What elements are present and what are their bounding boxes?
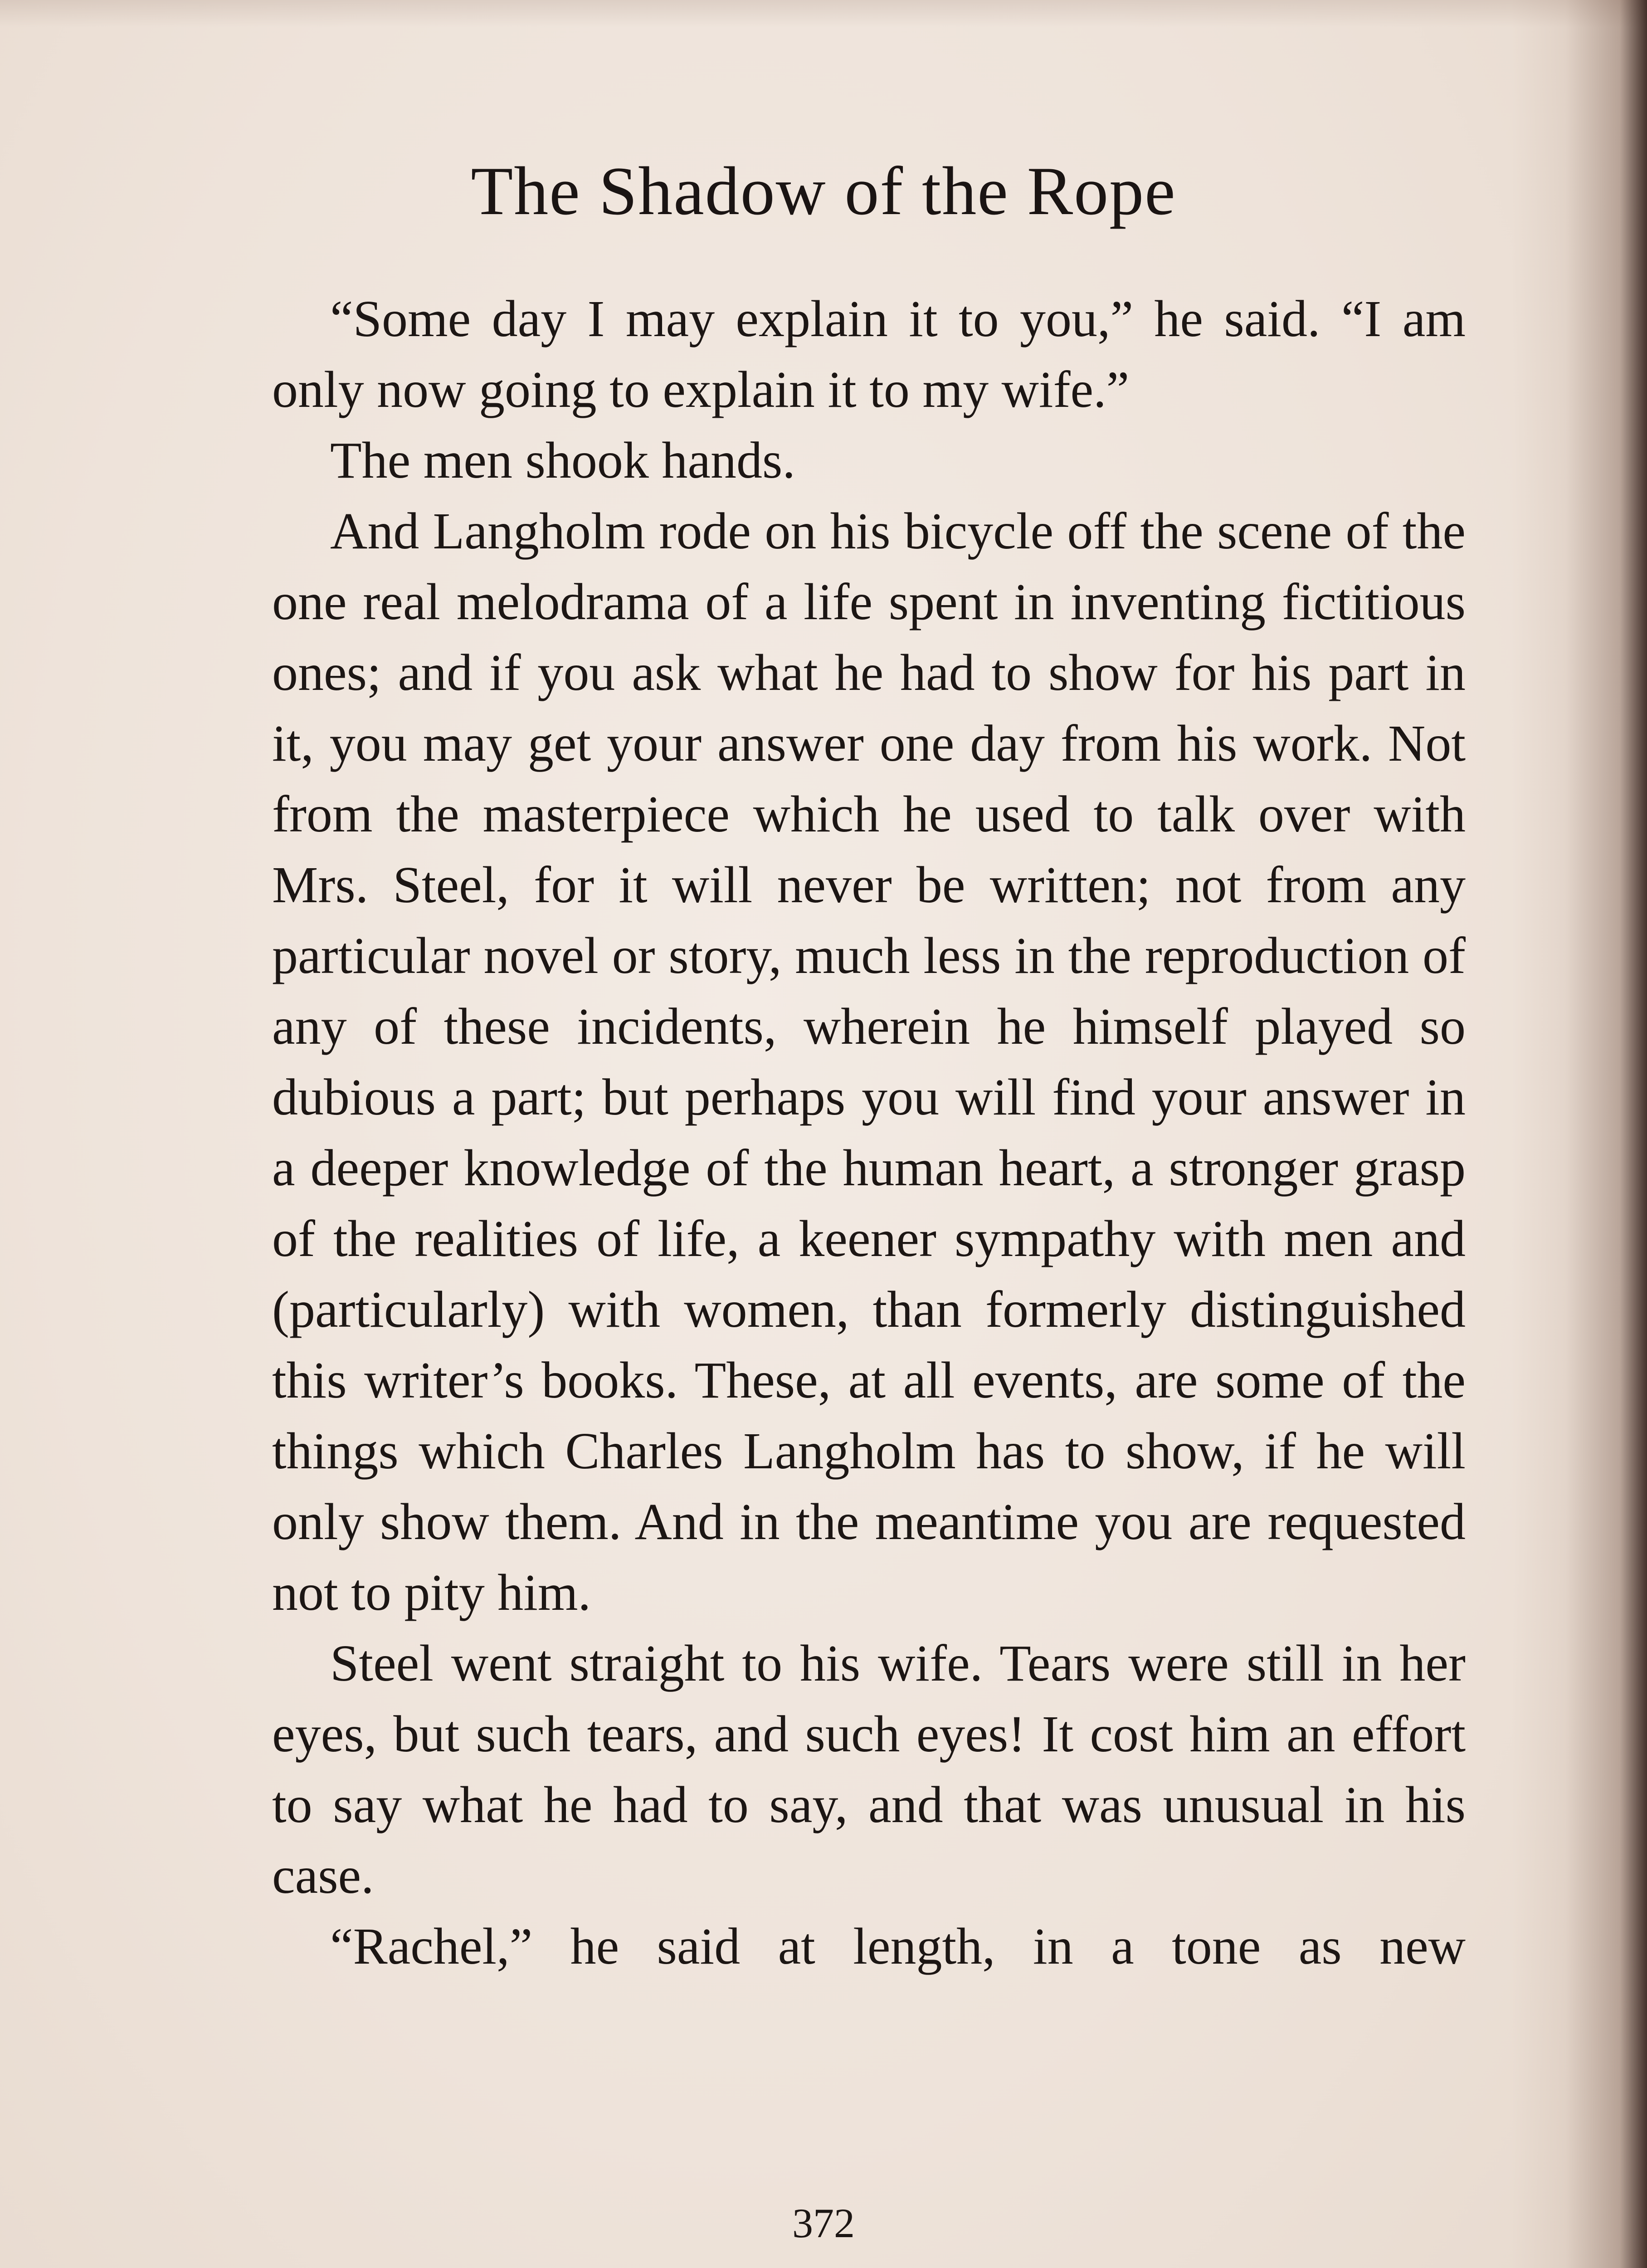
- paragraph: The men shook hands.: [330, 431, 795, 489]
- page-number: 372: [792, 2200, 855, 2246]
- paragraph: Steel went straight to his wife. Tears were still in her eyes, but such tears, and such eyes! It cost him an effort to say what he had to say, and that was unusual in his case.: [272, 1634, 1466, 1904]
- paragraph: “Rachel,” he said at length, in a tone as new: [330, 1917, 1466, 1975]
- page-top-edge: [0, 0, 1647, 27]
- spine-shadow: [1511, 0, 1647, 2268]
- running-head: The Shadow of the Rope: [471, 153, 1176, 229]
- paragraph: And Langholm rode on his bicycle off the scene of the one real melodrama of a life spent in inventing fictitious ones; and if you ask what he had to show for his part in it, you may get your answer one day from his work. Not from the masterpiece which he used to talk over with Mrs. Steel, for it will never be written; not from any particular novel or story, much less in the reproduction of any of these incidents, wherein he himself played so dubious a part; but perhaps you will find your answer in a deeper knowledge of the human heart, a stronger grasp of the realities of life, a keener sympathy with men and (particularly) with women, than formerly distinguished this writer’s books. These, at all events, are some of the things which Charles Langholm has to show, if he will only show them. And in the meantime you are requested not to pity him.: [272, 502, 1466, 1621]
- paragraph: “Some day I may explain it to you,” he said. “I am only now going to explain it to my wife.”: [272, 290, 1466, 418]
- body-text: [272, 284, 1466, 1982]
